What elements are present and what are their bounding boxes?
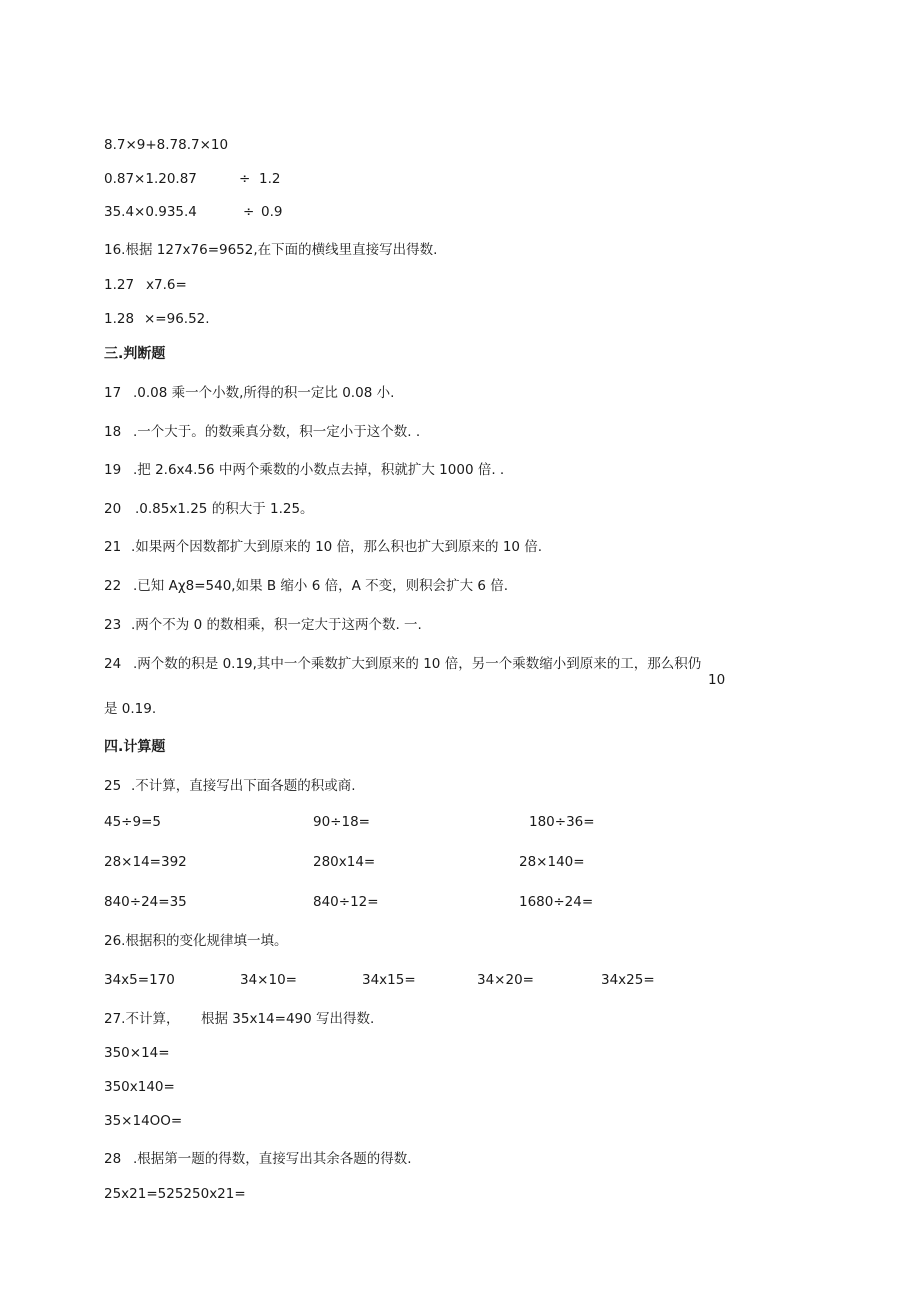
question-16: 16.根据 127x76=9652,在下面的横线里直接写出得数.	[104, 242, 438, 258]
calc-item: 34×10=	[240, 972, 297, 988]
question-23: .两个不为 0 的数相乘，积一定大于这两个数. 一.	[131, 617, 422, 633]
question-number: 17	[104, 385, 122, 401]
calc-item: 90÷18=	[313, 814, 370, 830]
question-28: .根据第一题的得数，直接写出其余各题的得数.	[133, 1151, 412, 1167]
question-21: .如果两个因数都扩大到原来的 10 倍，那么积也扩大到原来的 10 倍.	[131, 539, 543, 555]
calc-item: 28×14=392	[104, 854, 187, 870]
question-number: 18	[104, 424, 122, 440]
question-number: 28	[104, 1151, 122, 1167]
question-number: 24	[104, 656, 122, 672]
section-heading-judgement: 三.判断题	[104, 346, 166, 362]
question-20: .0.85x1.25 的积大于 1.25。	[135, 501, 314, 517]
question-number: 25	[104, 778, 122, 794]
calc-item: 280x14=	[313, 854, 376, 870]
calc-item: 34x15=	[362, 972, 416, 988]
question-27: 根据 35x14=490 写出得数.	[201, 1011, 375, 1027]
fraction-denominator: 10	[708, 672, 726, 688]
calc-item: 180÷36=	[529, 814, 595, 830]
calc-item: 28×140=	[519, 854, 585, 870]
calc-item: 45÷9=5	[104, 814, 161, 830]
question-22: .已知 Aχ8=540,如果 B 缩小 6 倍，A 不变，则积会扩大 6 倍.	[133, 578, 509, 594]
question-18: .一个大于。的数乘真分数，积一定小于这个数. .	[133, 424, 421, 440]
divide-sign: ÷	[243, 204, 255, 220]
q16-item-1-left: 1.27	[104, 277, 135, 293]
question-number: 20	[104, 501, 122, 517]
q16-item-2-right: ×=96.52.	[144, 311, 210, 327]
question-24: .两个数的积是 0.19,其中一个乘数扩大到原来的 10 倍，另一个乘数缩小到原来的工，那么积仍	[133, 656, 702, 672]
q16-item-2-left: 1.28	[104, 311, 135, 327]
calc-item: 840÷24=35	[104, 894, 187, 910]
expr-line: 8.7×9+8.78.7×10	[104, 137, 229, 153]
calc-item: 34x5=170	[104, 972, 175, 988]
calc-item: 350×14=	[104, 1045, 170, 1061]
question-number: 19	[104, 462, 122, 478]
expr-value: 0.9	[261, 204, 283, 220]
divide-sign: ÷	[239, 171, 251, 187]
question-26: 26.根据积的变化规律填一填。	[104, 933, 288, 949]
question-number: 22	[104, 578, 122, 594]
question-number: 23	[104, 617, 122, 633]
calc-item: 1680÷24=	[519, 894, 594, 910]
question-24-continued: 是 0.19.	[104, 701, 157, 717]
section-heading-calculation: 四.计算题	[104, 739, 166, 755]
calc-item: 25x21=525250x21=	[104, 1186, 246, 1202]
expr-value: 1.2	[259, 171, 281, 187]
question-27-prefix: 27.不计算，	[104, 1011, 180, 1027]
calc-item: 34×20=	[477, 972, 534, 988]
question-17: .0.08 乘一个小数,所得的积一定比 0.08 小.	[133, 385, 395, 401]
question-19: .把 2.6x4.56 中两个乘数的小数点去掉，积就扩大 1000 倍. .	[133, 462, 505, 478]
expr-line: 35.4×0.935.4	[104, 204, 197, 220]
question-25: .不计算，直接写出下面各题的积或商.	[131, 778, 356, 794]
expr-line: 0.87×1.20.87	[104, 171, 197, 187]
q16-item-1-right: x7.6=	[146, 277, 187, 293]
calc-item: 34x25=	[601, 972, 655, 988]
question-number: 21	[104, 539, 122, 555]
calc-item: 840÷12=	[313, 894, 379, 910]
calc-item: 350x140=	[104, 1079, 175, 1095]
calc-item: 35×14OO=	[104, 1113, 183, 1129]
